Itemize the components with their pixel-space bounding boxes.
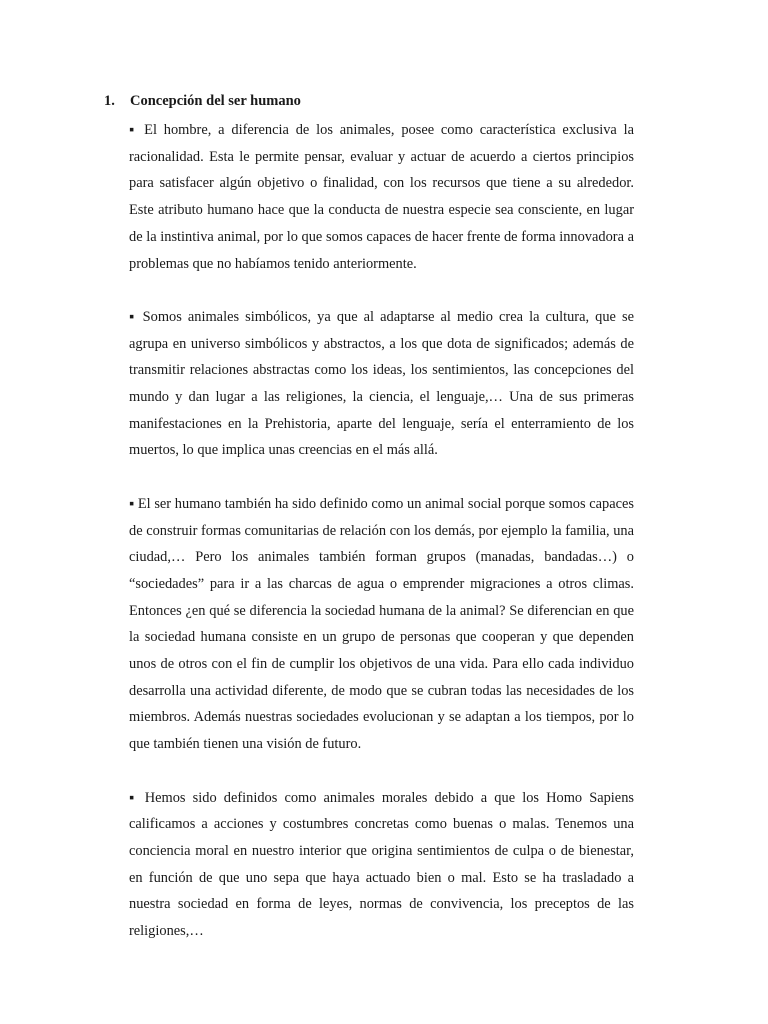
- paragraph-symbolic: ▪ Somos animales simbólicos, ya que al adaptarse al medio crea la cultura, que se agrupa en universo simbólicos y abstractos, a los que dota de significados; además de transmitir relaciones abstractas como los ideas, los sentimientos, las concepciones del mundo y dan lugar a las religiones, la ciencia, el lenguaje,… Una de sus primeras manifestaciones en la Prehistoria, aparte del lenguaje, sería el enterramiento de los muertos, lo que implica unas creencias en el más allá.: [129, 308, 634, 459]
- paragraph-moral: ▪ Hemos sido definidos como animales morales debido a que los Homo Sapiens calificamos a acciones y costumbres concretas como buenas o malas. Tenemos una conciencia moral en nuestro interior que origina sentimientos de culpa o de bienestar, en función de que uno sepa que haya actuado bien o mal. Esto se ha trasladado a nuestra sociedad en forma de leyes, normas de convivencia, los preceptos de las religiones,…: [129, 789, 634, 940]
- paragraph-social: ▪ El ser humano también ha sido definido como un animal social porque somos capaces de construir formas comunitarias de relación con los demás, por ejemplo la familia, una ciudad,… Pero los animales también forman grupos (manadas, bandadas…) o “sociedades” para ir a las charcas de agua o emprender migraciones a otros climas. Entonces ¿en qué se diferencia la sociedad humana de la animal? Se diferencian en que la sociedad humana consiste en un grupo de personas que cooperan y que dependen unos de otros con el fin de cumplir los objetivos de una vida. Para ello cada individuo desarrolla una actividad diferente, de modo que se cubran todas las necesidades de los miembros. Además nuestras sociedades evolucionan y se adaptan a los tiempos, por lo que también tienen una visión de futuro.: [129, 495, 634, 753]
- section-body: [129, 117, 634, 945]
- paragraph-rationality: ▪ El hombre, a diferencia de los animales, posee como característica exclusiva la racionalidad. Esta le permite pensar, evaluar y actuar de acuerdo a ciertos principios para satisfacer algún objetivo o finalidad, con los recursos que tiene a su alrededor. Este atributo humano hace que la conducta de nuestra especie sea consciente, en lugar de la instintiva animal, por lo que somos capaces de hacer frente de forma innovadora a problemas que no habíamos tenido anteriormente.: [129, 122, 634, 272]
- section-number: 1.: [104, 93, 115, 109]
- section-heading: [104, 90, 301, 112]
- section-title: Concepción del ser humano: [130, 93, 301, 109]
